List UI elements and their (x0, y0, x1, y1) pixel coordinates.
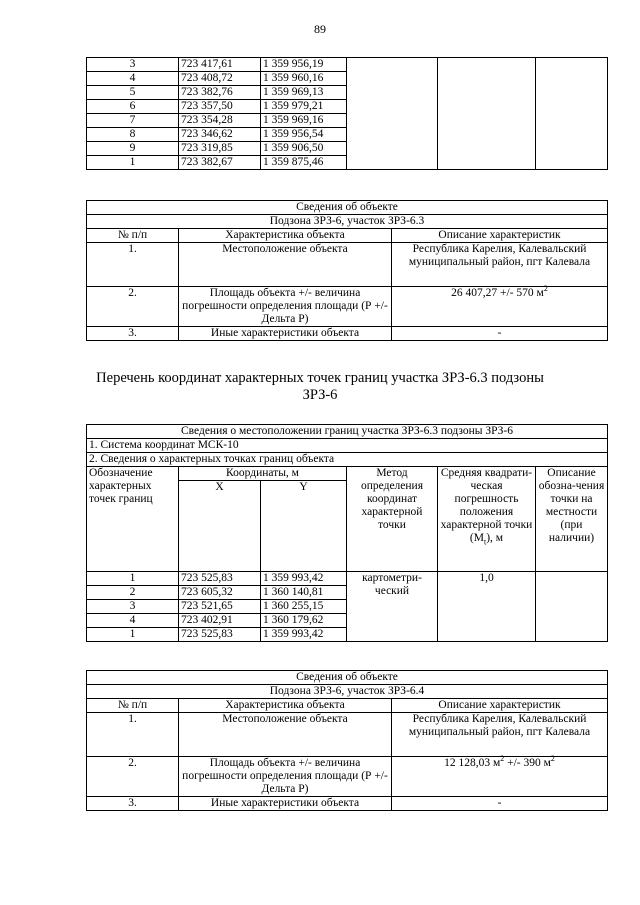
section-heading: Перечень координат характерных точек границ участка ЗРЗ-6.3 подзоны ЗРЗ-6 (96, 370, 544, 403)
table-row: 4 723 408,72 1 359 960,16 (87, 72, 608, 86)
table-row: 3 723 417,61 1 359 956,19 (87, 58, 608, 72)
table-row: 7 723 354,28 1 359 969,16 (87, 114, 608, 128)
table-row: 3. Иные характеристики объекта - (87, 327, 608, 341)
coord-system: 1. Система координат МСК-10 (87, 439, 608, 453)
table-header-row: Обозначение характерных точек границ Координаты, м Метод определения координат характерной точки Средняя квадрати-ческая погрешность положения характерной точки $(M_t)$, м Описание обозна-чения точки на местности (при наличии) (87, 467, 608, 481)
table-title: Сведения о местоположении границ участка ЗРЗ-6.3 подзоны ЗРЗ-6 (87, 425, 608, 439)
table-row: 8 723 346,62 1 359 956,54 (87, 128, 608, 142)
table-row: 1 723 525,83 1 359 993,42 картометри-ческий 1,0 (87, 572, 608, 586)
table-row: 1 723 525,83 1 359 993,42 (87, 628, 608, 642)
table-row: 3 723 521,65 1 360 255,15 (87, 600, 608, 614)
table-row: 9 723 319,85 1 359 906,50 (87, 142, 608, 156)
table-row: 6 723 357,50 1 359 979,21 (87, 100, 608, 114)
table-row: 3. Иные характеристики объекта - (87, 797, 608, 811)
table-row: 2. Площадь объекта +/- величина погрешности определения площади (Р +/- Дельта Р) 26 407,27 +/- 570 $м^2$ (87, 287, 608, 327)
table-row: 1 723 382,67 1 359 875,46 (87, 156, 608, 170)
table-row: 1. Местоположение объекта Республика Карелия, Калевальский муниципальный район, пгт Калевала (87, 243, 608, 287)
table-title: Сведения об объекте (87, 671, 608, 685)
method-cell: картометри-ческий (347, 572, 438, 642)
table-header-row: X Y (87, 481, 608, 572)
table-header-row: № п/п Характеристика объекта Описание характеристик (87, 229, 608, 243)
error-cell: 1,0 (438, 572, 536, 642)
page-number: 89 (314, 22, 326, 36)
coordinates-table-6-3 (86, 424, 608, 642)
table-row: 1. Местоположение объекта Республика Карелия, Калевальский муниципальный район, пгт Калевала (87, 713, 608, 757)
table-row: 2. Площадь объекта +/- величина погрешности определения площади (Р +/- Дельта Р) 12 128,03 $м^2$ +/- 390 $м^2$ (87, 757, 608, 797)
table-subtitle: Подзона ЗРЗ-6, участок ЗРЗ-6.3 (87, 215, 608, 229)
table-title: Сведения об объекте (87, 201, 608, 215)
table-subtitle: Подзона ЗРЗ-6, участок ЗРЗ-6.4 (87, 685, 608, 699)
table-row: 2 723 605,32 1 360 140,81 (87, 586, 608, 600)
table-row: 4 723 402,91 1 360 179,62 (87, 614, 608, 628)
coords-table-continued (86, 57, 608, 170)
object-info-table-6-4 (86, 670, 608, 811)
object-info-table-6-3 (86, 200, 608, 341)
points-info: 2. Сведения о характерных точках границ объекта (87, 453, 608, 467)
table-row: 5 723 382,76 1 359 969,13 (87, 86, 608, 100)
table-header-row: № п/п Характеристика объекта Описание характеристик (87, 699, 608, 713)
